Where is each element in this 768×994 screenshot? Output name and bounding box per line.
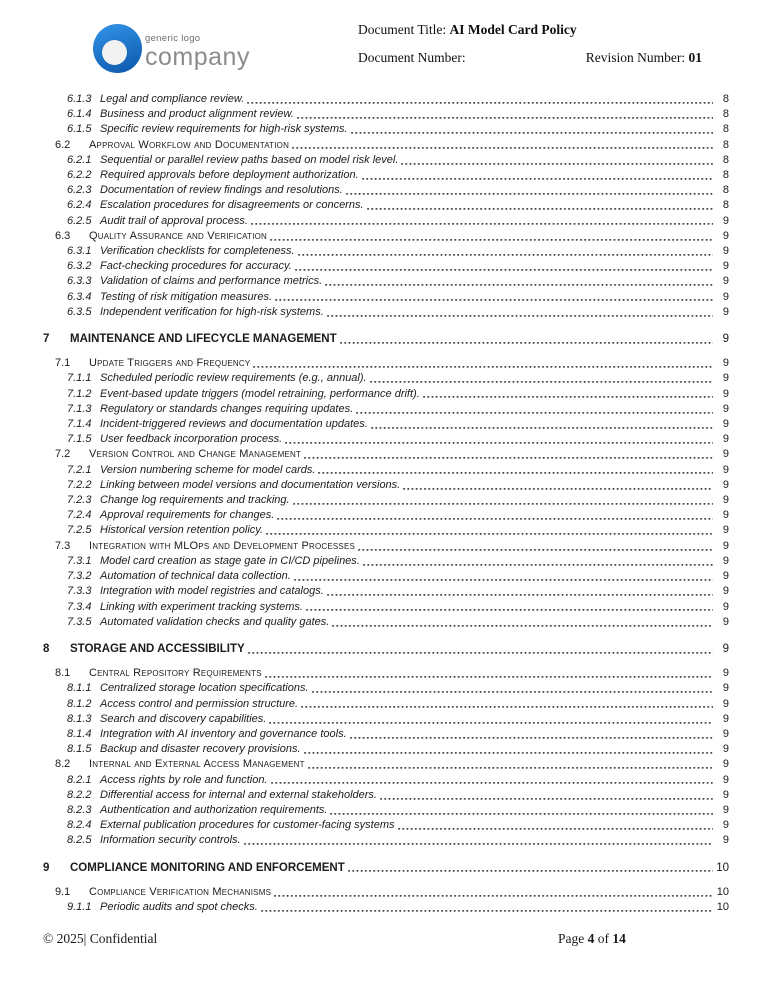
table-of-contents [43,92,729,915]
toc-entry-title: Compliance Verification Mechanisms [89,885,272,898]
toc-entry[interactable] [43,478,729,493]
toc-entry-page: 9 [722,245,729,258]
toc-leader-dots [271,773,713,788]
toc-entry-number: 6.2.2 [67,169,92,182]
toc-entry-title: Sequential or parallel review paths based on model risk level. [100,153,399,166]
toc-entry-number: 8.2 [55,758,71,771]
toc-entry-page: 8 [722,108,729,121]
toc-entry-page: 9 [722,305,729,318]
toc-entry-title: Audit trail of approval process. [100,214,248,227]
toc-entry-number: 8.1.3 [67,712,92,725]
toc-leader-dots [370,371,713,386]
toc-entry[interactable] [43,508,729,523]
toc-entry-number: 7.1.4 [67,418,92,431]
toc-entry[interactable] [43,138,729,153]
toc-leader-dots [325,274,713,289]
toc-entry-title: MAINTENANCE AND LIFECYCLE MANAGEMENT [70,333,337,346]
toc-entry-number: 6.2.4 [67,199,92,212]
toc-entry-number: 6.2.5 [67,214,92,227]
document-meta [358,22,702,66]
toc-entry-title: Escalation procedures for disagreements or concerns. [100,199,364,212]
toc-entry-number: 7.1.5 [67,433,92,446]
toc-entry[interactable] [43,554,729,569]
toc-entry-page: 9 [722,478,729,491]
toc-entry-number: 7.1.3 [67,402,92,415]
toc-entry-number: 7.1 [55,357,71,370]
toc-leader-dots [270,229,713,244]
toc-entry-page: 9 [722,524,729,537]
toc-entry-title: Version numbering scheme for model cards. [100,463,316,476]
toc-entry-page: 9 [722,600,729,613]
toc-entry-title: Access control and permission structure. [100,697,299,710]
toc-entry[interactable] [43,757,729,772]
toc-entry-number: 8.2.2 [67,788,92,801]
toc-entry-title: Search and discovery capabilities. [100,712,267,725]
toc-leader-dots [358,539,713,554]
toc-entry-page: 9 [722,333,729,346]
toc-entry-page: 8 [722,184,729,197]
toc-entry-number: 8.2.1 [67,773,92,786]
document-number-label: Document Number: [358,50,466,65]
toc-leader-dots [423,387,713,402]
toc-leader-dots [265,666,713,681]
toc-entry[interactable] [43,417,729,432]
document-title-label: Document Title: [358,22,450,37]
toc-entry[interactable] [43,584,729,599]
page-current: 4 [587,931,595,946]
toc-entry[interactable] [43,539,729,554]
toc-leader-dots [346,183,713,198]
toc-entry-page: 9 [722,418,729,431]
toc-entry[interactable] [43,168,729,183]
toc-entry-number: 7.2.3 [67,494,92,507]
toc-entry-title: Internal and External Access Management [89,758,305,771]
toc-entry-number: 7.2.4 [67,509,92,522]
toc-entry[interactable] [43,402,729,417]
toc-entry-title: Approval requirements for changes. [100,509,275,522]
toc-entry[interactable] [43,259,729,274]
toc-leader-dots [247,92,713,107]
toc-entry[interactable] [43,666,729,681]
toc-entry-page: 9 [722,570,729,583]
toc-entry[interactable] [43,432,729,447]
toc-entry-title: Automation of technical data collection. [100,570,291,583]
toc-entry-title: User feedback incorporation process. [100,433,283,446]
toc-leader-dots [277,508,713,523]
toc-entry[interactable] [43,600,729,615]
toc-entry-page: 9 [722,448,729,461]
toc-entry-page: 9 [722,585,729,598]
logo-circle-icon [93,24,142,73]
toc-leader-dots [301,697,713,712]
toc-entry-title: Integration with MLOps and Development Processes [89,539,356,552]
toc-entry[interactable] [43,900,729,915]
toc-entry-number: 6.3 [55,229,71,242]
toc-entry-number: 7.3.2 [67,570,92,583]
toc-leader-dots [340,332,713,347]
toc-entry-title: Historical version retention policy. [100,524,264,537]
toc-entry-page: 9 [722,554,729,567]
toc-entry-title: Linking between model versions and documentation versions. [100,478,401,491]
toc-entry-page: 8 [722,153,729,166]
toc-entry[interactable] [43,818,729,833]
toc-entry[interactable] [43,332,729,347]
toc-entry[interactable] [43,198,729,213]
document-number-row [358,50,702,66]
toc-entry[interactable] [43,274,729,289]
toc-entry-number: 8 [43,642,50,655]
toc-leader-dots [306,600,713,615]
toc-entry[interactable] [43,447,729,462]
toc-entry-number: 8.1.2 [67,697,92,710]
toc-entry-number: 6.2 [55,138,71,151]
toc-leader-dots [266,523,713,538]
logo-company-name: company [145,43,250,71]
toc-leader-dots [295,259,713,274]
toc-entry-number: 7.2.1 [67,463,92,476]
toc-entry[interactable] [43,371,729,386]
toc-entry-title: COMPLIANCE MONITORING AND ENFORCEMENT [70,861,345,874]
toc-entry-page: 9 [722,433,729,446]
toc-entry[interactable] [43,214,729,229]
toc-entry-page: 8 [722,199,729,212]
toc-entry-number: 7.1.1 [67,372,92,385]
toc-entry-number: 7.3.1 [67,554,92,567]
toc-entry-title: Regulatory or standards changes requiring updates. [100,402,354,415]
toc-entry-page: 9 [722,387,729,400]
toc-leader-dots [294,569,713,584]
toc-leader-dots [261,900,713,915]
toc-entry-page: 9 [722,773,729,786]
toc-entry[interactable] [43,107,729,122]
toc-entry-number: 7.3.5 [67,615,92,628]
toc-entry-number: 7 [43,333,50,346]
toc-entry-page: 9 [722,697,729,710]
toc-entry-title: Update Triggers and Frequency [89,357,251,370]
toc-entry-title: Scheduled periodic review requirements (e.g., annual). [100,372,367,385]
toc-leader-dots [297,107,713,122]
toc-leader-dots [275,290,713,305]
logo-text [145,24,250,70]
toc-leader-dots [356,402,713,417]
toc-leader-dots [332,615,713,630]
toc-leader-dots [362,168,713,183]
toc-entry-page: 9 [722,275,729,288]
toc-entry-title: Centralized storage location specifications. [100,682,309,695]
toc-entry-title: Linking with experiment tracking systems. [100,600,303,613]
toc-entry-page: 10 [716,861,729,874]
toc-entry[interactable] [43,788,729,803]
toc-entry-number: 7.2.2 [67,478,92,491]
logo-tagline: generic logo [145,33,201,44]
toc-entry-number: 8.1.5 [67,743,92,756]
toc-entry-title: Required approvals before deployment authorization. [100,169,359,182]
toc-entry-number: 6.3.5 [67,305,92,318]
toc-leader-dots [351,122,713,137]
toc-entry-title: Business and product alignment review. [100,108,294,121]
toc-leader-dots [308,757,713,772]
toc-entry[interactable] [43,697,729,712]
document-title-row [358,22,702,38]
toc-entry-page: 9 [722,290,729,303]
page-label: Page [558,931,588,946]
toc-entry-title: Approval Workflow and Documentation [89,138,290,151]
toc-entry-page: 9 [722,214,729,227]
toc-entry-page: 9 [722,402,729,415]
toc-entry-page: 10 [716,885,729,898]
toc-entry-number: 7.3 [55,539,71,552]
toc-entry-page: 9 [722,788,729,801]
toc-entry-number: 6.3.3 [67,275,92,288]
toc-entry-number: 8.1.1 [67,682,92,695]
toc-entry-title: Testing of risk mitigation measures. [100,290,272,303]
toc-entry-title: Fact-checking procedures for accuracy. [100,260,292,273]
toc-entry[interactable] [43,122,729,137]
toc-entry-number: 6.1.4 [67,108,92,121]
toc-entry-page: 9 [722,834,729,847]
toc-entry-title: STORAGE AND ACCESSIBILITY [70,642,245,655]
toc-entry-title: Quality Assurance and Verification [89,229,268,242]
toc-leader-dots [251,214,713,229]
toc-entry-page: 9 [722,727,729,740]
toc-entry[interactable] [43,885,729,900]
toc-entry-number: 8.1.4 [67,727,92,740]
toc-entry-page: 9 [722,743,729,756]
toc-leader-dots [363,554,713,569]
toc-entry-title: Incident-triggered reviews and documentation updates. [100,418,368,431]
toc-entry[interactable] [43,523,729,538]
toc-entry-number: 9.1 [55,885,71,898]
toc-leader-dots [403,478,713,493]
toc-entry[interactable] [43,615,729,630]
toc-entry-number: 8.2.3 [67,803,92,816]
toc-leader-dots [348,861,713,876]
toc-entry-page: 9 [722,819,729,832]
toc-leader-dots [318,463,713,478]
toc-entry[interactable] [43,183,729,198]
toc-entry-number: 6.3.4 [67,290,92,303]
toc-entry[interactable] [43,244,729,259]
toc-leader-dots [327,584,713,599]
toc-entry-title: Validation of claims and performance metrics. [100,275,323,288]
toc-entry[interactable] [43,727,729,742]
company-logo [93,24,250,73]
toc-entry-title: Automated validation checks and quality gates. [100,615,330,628]
toc-entry-title: External publication procedures for customer-facing systems [100,819,395,832]
toc-entry-title: Model card creation as stage gate in CI/CD pipelines. [100,554,360,567]
toc-entry-title: Legal and compliance review. [100,93,245,105]
toc-leader-dots [312,681,713,696]
toc-entry-number: 8.1 [55,667,71,680]
toc-entry-title: Access rights by role and function. [100,773,268,786]
toc-entry-page: 9 [722,682,729,695]
toc-entry-number: 7.1.2 [67,387,92,400]
toc-entry-page: 9 [722,615,729,628]
toc-entry[interactable] [43,803,729,818]
toc-leader-dots [274,885,713,900]
page-indicator [558,931,626,947]
toc-entry-number: 6.3.1 [67,245,92,258]
toc-entry-title: Independent verification for high-risk systems. [100,305,324,318]
document-title-value: AI Model Card Policy [449,22,577,37]
toc-entry[interactable] [43,305,729,320]
toc-entry[interactable] [43,833,729,848]
toc-entry-page: 9 [722,357,729,370]
toc-entry-page: 9 [722,642,729,655]
logo-white-dot [102,40,127,65]
toc-entry-page: 8 [722,138,729,151]
toc-entry-title: Integration with AI inventory and governance tools. [100,727,347,740]
toc-entry-number: 6.3.2 [67,260,92,273]
toc-entry[interactable] [43,290,729,305]
toc-leader-dots [380,788,713,803]
page-total: 14 [612,931,626,946]
toc-entry-number: 6.2.3 [67,184,92,197]
toc-entry-number: 6.2.1 [67,153,92,166]
toc-entry[interactable] [43,861,729,876]
toc-leader-dots [371,417,713,432]
document-footer [43,931,729,947]
toc-entry-title: Verification checklists for completeness. [100,245,295,258]
toc-leader-dots [304,447,713,462]
toc-leader-dots [244,833,713,848]
toc-leader-dots [292,138,713,153]
toc-leader-dots [367,198,713,213]
toc-entry[interactable] [43,153,729,168]
toc-entry-number: 7.2.5 [67,524,92,537]
toc-entry-page: 9 [722,509,729,522]
toc-entry[interactable] [43,229,729,244]
toc-entry-page: 9 [722,494,729,507]
toc-leader-dots [285,432,713,447]
toc-entry[interactable] [43,569,729,584]
toc-entry[interactable] [43,493,729,508]
toc-entry-title: Integration with model registries and catalogs. [100,585,324,598]
toc-entry-number: 8.2.4 [67,819,92,832]
toc-entry[interactable] [43,356,729,371]
toc-leader-dots [293,493,713,508]
toc-entry-number: 9 [43,861,50,874]
toc-entry-number: 7.3.3 [67,585,92,598]
toc-entry[interactable] [43,642,729,657]
toc-entry-page: 9 [722,372,729,385]
toc-entry-page: 9 [722,667,729,680]
toc-leader-dots [248,642,713,657]
toc-entry[interactable] [43,92,729,107]
copyright-confidential: © 2025| Confidential [43,931,158,946]
toc-entry-page: 9 [722,539,729,552]
toc-entry-number: 7.2 [55,448,71,461]
toc-entry[interactable] [43,681,729,696]
toc-entry-title: Event-based update triggers (model retraining, performance drift). [100,387,420,400]
toc-entry-title: Central Repository Requirements [89,667,262,680]
toc-entry[interactable] [43,712,729,727]
toc-entry-page: 9 [722,229,729,242]
toc-entry-number: 9.1.1 [67,900,92,913]
toc-entry-page: 9 [722,758,729,771]
toc-entry-number: 7.3.4 [67,600,92,613]
toc-leader-dots [330,803,713,818]
toc-entry-title: Specific review requirements for high-risk systems. [100,123,348,136]
toc-entry-number: 8.2.5 [67,834,92,847]
toc-leader-dots [401,153,713,168]
toc-entry-title: Authentication and authorization requirements. [100,803,328,816]
toc-entry-page: 8 [722,93,729,105]
toc-entry-title: Backup and disaster recovery provisions. [100,743,301,756]
toc-entry-page: 8 [722,123,729,136]
toc-entry-page: 10 [716,900,729,913]
toc-entry-title: Documentation of review findings and resolutions. [100,184,343,197]
toc-entry-title: Periodic audits and spot checks. [100,900,258,913]
toc-entry-page: 8 [722,169,729,182]
toc-entry[interactable] [43,773,729,788]
toc-entry-page: 9 [722,463,729,476]
toc-leader-dots [304,742,713,757]
toc-entry-page: 9 [722,803,729,816]
toc-entry-title: Change log requirements and tracking. [100,494,290,507]
revision-number-label: Revision Number: [585,50,689,65]
revision-number-value: 01 [688,50,702,65]
toc-leader-dots [269,712,713,727]
toc-entry-number: 6.1.3 [67,93,92,105]
toc-entry-title: Version Control and Change Management [89,448,302,461]
toc-entry-title: Information security controls. [100,834,241,847]
toc-entry[interactable] [43,387,729,402]
revision-number [586,50,702,66]
toc-entry-page: 9 [722,260,729,273]
toc-leader-dots [350,727,713,742]
toc-entry-number: 6.1.5 [67,123,92,136]
page-of-label: of [594,931,613,946]
toc-entry[interactable] [43,742,729,757]
toc-leader-dots [398,818,714,833]
toc-leader-dots [253,356,713,371]
toc-entry-title: Differential access for internal and external stakeholders. [100,788,377,801]
toc-entry-page: 9 [722,712,729,725]
toc-leader-dots [298,244,713,259]
toc-leader-dots [327,305,713,320]
toc-entry[interactable] [43,463,729,478]
